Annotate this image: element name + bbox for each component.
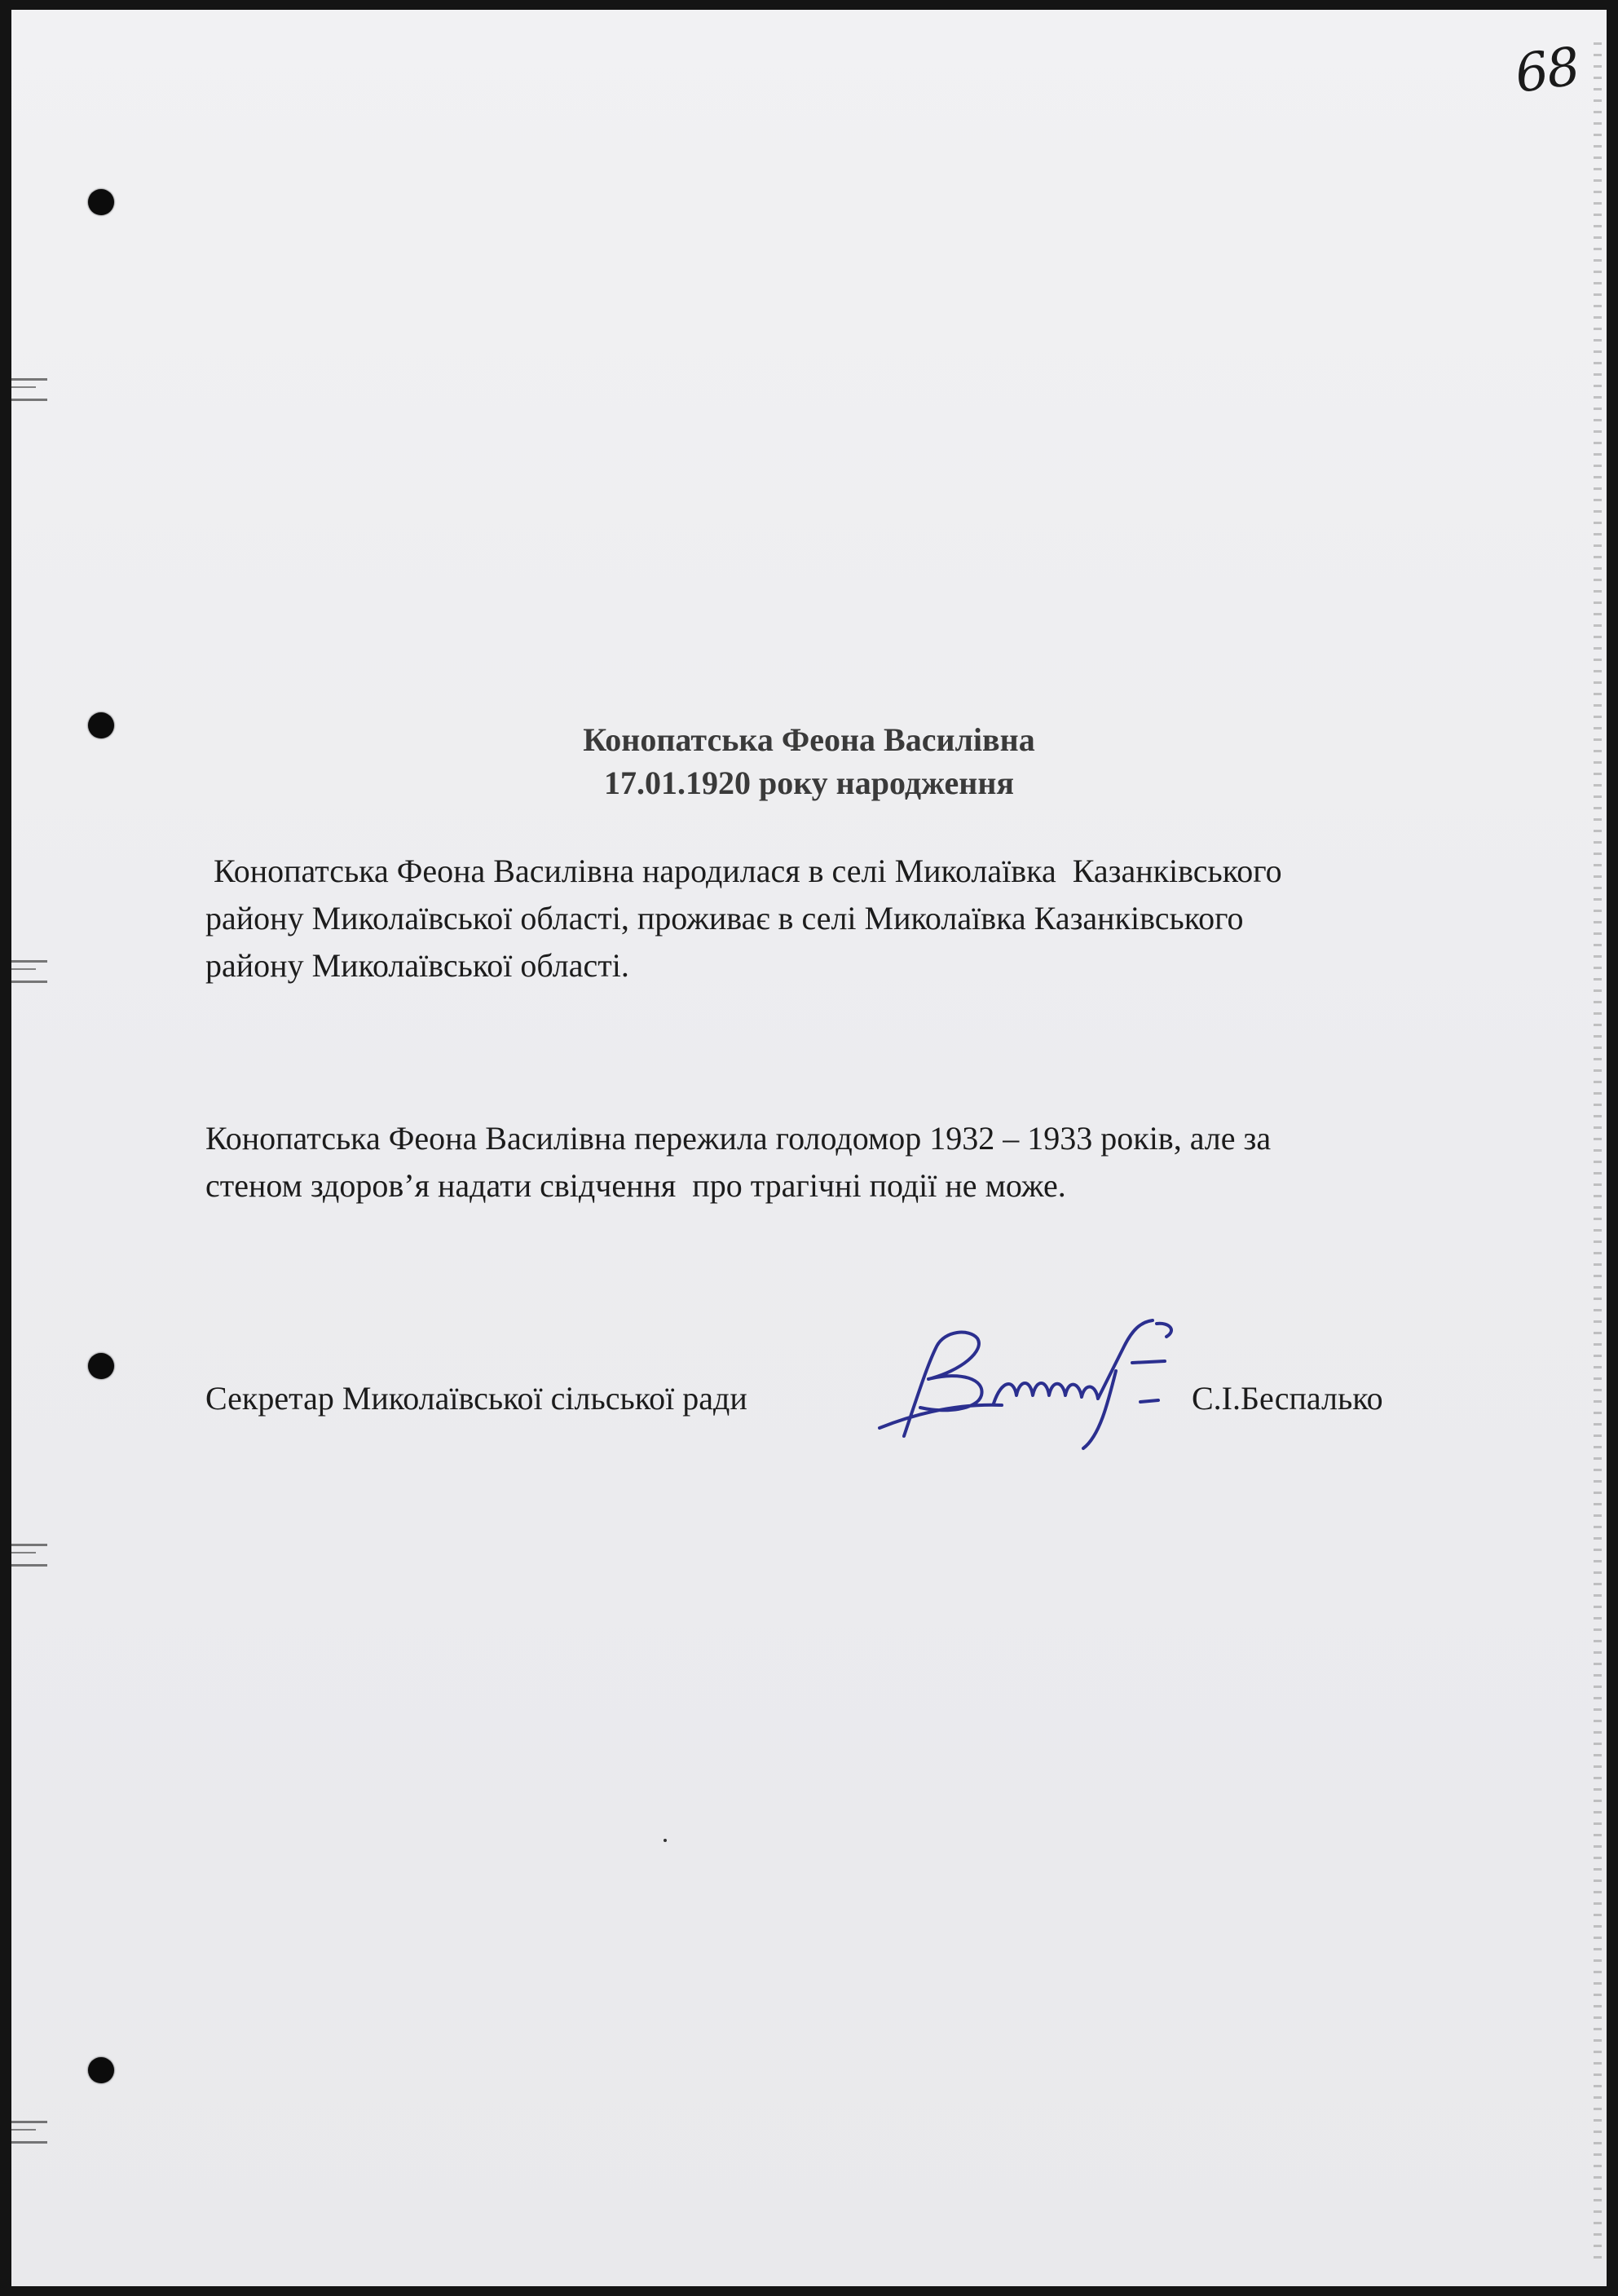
residence-paragraph xyxy=(205,848,1477,989)
paragraph-line: Конопатська Феона Василівна народилася в селі Миколаївка Казанківського xyxy=(205,853,1282,889)
paragraph-line: Конопатська Феона Василівна пережила голодомор 1932 – 1933 років, але за xyxy=(205,1120,1272,1157)
binding-mark xyxy=(11,2121,47,2144)
paragraph-line: району Миколаївської області. xyxy=(205,947,629,984)
signatory-name: С.І.Беспалько xyxy=(1192,1380,1383,1417)
paragraph-line: стеном здоров’я надати свідчення про трагічні події не може. xyxy=(205,1167,1066,1204)
perforated-edge xyxy=(1594,42,1602,2259)
page-number: 68 xyxy=(1511,36,1583,106)
binding-mark xyxy=(11,1544,47,1567)
signatory-role: Секретар Миколаївської сільської ради xyxy=(205,1380,747,1417)
binding-mark xyxy=(11,960,47,983)
punch-hole xyxy=(88,189,114,215)
handwritten-signature xyxy=(871,1314,1214,1452)
birth-date-heading: 17.01.1920 року народження xyxy=(603,765,1015,801)
paragraph-line: району Миколаївської області, проживає в селі Миколаївка Казанківського xyxy=(205,900,1244,936)
binding-mark xyxy=(11,378,47,401)
punch-hole xyxy=(88,1353,114,1379)
document-page xyxy=(11,10,1607,2286)
testimony-paragraph xyxy=(205,1115,1477,1210)
punch-hole xyxy=(88,2057,114,2083)
ink-speck xyxy=(664,1839,667,1842)
person-name-heading: Конопатська Феона Василівна xyxy=(583,721,1035,758)
